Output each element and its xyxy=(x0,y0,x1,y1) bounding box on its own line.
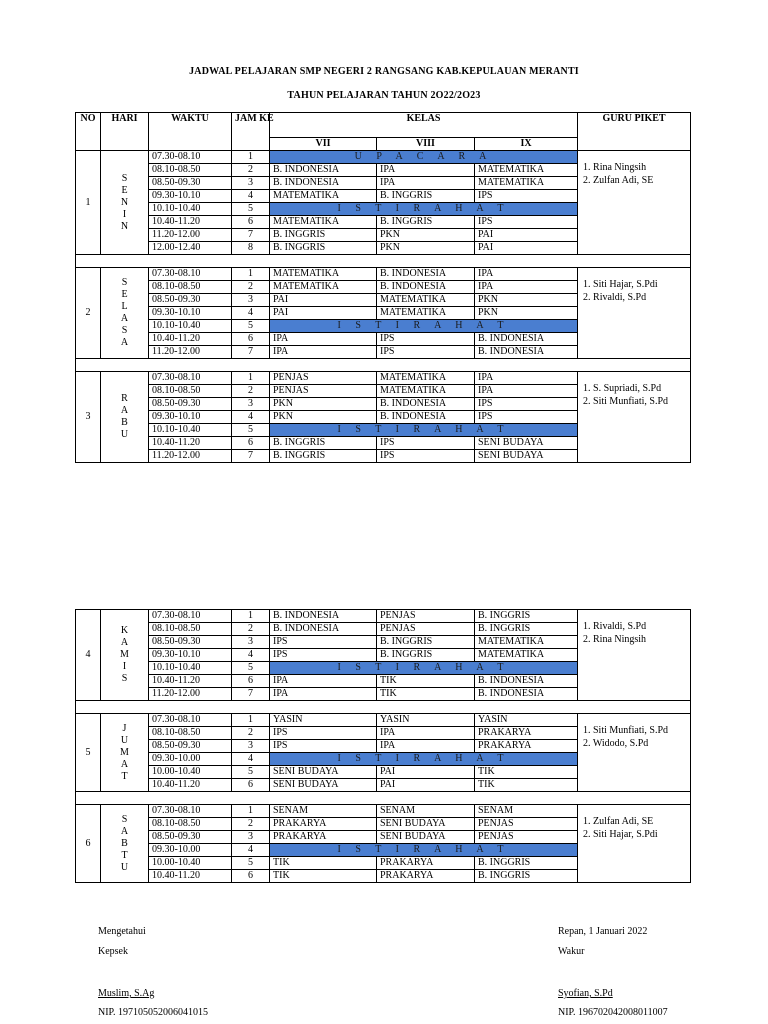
subject-ix: IPS xyxy=(475,411,578,424)
duty-teacher: 2. Rivaldi, S.Pd xyxy=(583,292,647,303)
duty-teachers xyxy=(578,151,691,255)
time-cell: 07.30-08.10 xyxy=(149,610,232,623)
day-name xyxy=(101,372,149,463)
subject-ix: B. INDONESIA xyxy=(475,346,578,359)
subject-ix: PRAKARYA xyxy=(475,740,578,753)
time-cell: 09.30-10.10 xyxy=(149,411,232,424)
day-name xyxy=(101,714,149,792)
day-letter: S xyxy=(121,673,128,684)
time-cell: 07.30-08.10 xyxy=(149,714,232,727)
subject-viii: PAI xyxy=(377,779,475,792)
period-cell: 6 xyxy=(232,333,270,346)
period-cell: 4 xyxy=(232,844,270,857)
period-cell: 6 xyxy=(232,779,270,792)
subject-viii: MATEMATIKA xyxy=(377,372,475,385)
period-cell: 6 xyxy=(232,675,270,688)
day-letter: U xyxy=(120,734,129,746)
time-cell: 08.50-09.30 xyxy=(149,177,232,190)
day-letter: K xyxy=(120,625,129,636)
subject-vii: PENJAS xyxy=(270,372,377,385)
period-cell: 2 xyxy=(232,818,270,831)
duty-teachers xyxy=(578,805,691,883)
day-number: 2 xyxy=(76,268,101,359)
time-cell: 10.40-11.20 xyxy=(149,216,232,229)
subject-vii: IPA xyxy=(270,688,377,701)
subject-ix: IPS xyxy=(475,398,578,411)
subject-vii: B. INGGRIS xyxy=(270,450,377,463)
time-cell: 11.20-12.00 xyxy=(149,346,232,359)
subject-vii: TIK xyxy=(270,857,377,870)
subject-ix: MATEMATIKA xyxy=(475,636,578,649)
event-banner: I S T I R A H A T xyxy=(270,203,578,216)
time-cell: 11.20-12.00 xyxy=(149,229,232,242)
subject-vii: MATEMATIKA xyxy=(270,268,377,281)
subject-ix: B. INGGRIS xyxy=(475,610,578,623)
day-letter: S xyxy=(121,277,128,288)
subject-ix: SENI BUDAYA xyxy=(475,437,578,450)
time-cell: 11.20-12.00 xyxy=(149,450,232,463)
subject-vii: B. INDONESIA xyxy=(270,177,377,190)
period-cell: 5 xyxy=(232,766,270,779)
subject-viii: MATEMATIKA xyxy=(377,385,475,398)
subject-viii: B. INGGRIS xyxy=(377,216,475,229)
subject-viii: TIK xyxy=(377,675,475,688)
period-cell: 7 xyxy=(232,688,270,701)
period-cell: 3 xyxy=(232,294,270,307)
subject-vii: MATEMATIKA xyxy=(270,190,377,203)
period-cell: 7 xyxy=(232,346,270,359)
subject-ix: PKN xyxy=(475,307,578,320)
period-cell: 4 xyxy=(232,411,270,424)
place-date: Repan, 1 Januari 2022 xyxy=(558,926,648,937)
duty-teacher: 2. Widodo, S.Pd xyxy=(583,738,649,749)
subject-viii: B. INDONESIA xyxy=(377,268,475,281)
document-subtitle: TAHUN PELAJARAN TAHUN 2O22/2O23 xyxy=(287,90,481,101)
time-cell: 08.10-08.50 xyxy=(149,623,232,636)
subject-vii: IPA xyxy=(270,333,377,346)
period-cell: 6 xyxy=(232,216,270,229)
period-cell: 1 xyxy=(232,805,270,818)
time-cell: 10.40-11.20 xyxy=(149,437,232,450)
period-cell: 3 xyxy=(232,398,270,411)
day-letter: I xyxy=(122,208,127,220)
event-banner: I S T I R A H A T xyxy=(270,844,578,857)
day-letter: U xyxy=(120,861,129,873)
schedule-row xyxy=(76,610,691,623)
header-waktu: WAKTU xyxy=(149,113,232,151)
event-banner: I S T I R A H A T xyxy=(270,320,578,333)
subject-viii: IPA xyxy=(377,740,475,753)
subject-ix: IPA xyxy=(475,281,578,294)
period-cell: 5 xyxy=(232,857,270,870)
vice-principal-name: Syofian, S.Pd xyxy=(558,988,613,999)
time-cell: 10.00-10.40 xyxy=(149,766,232,779)
day-letter: E xyxy=(121,184,128,196)
day-letter: B xyxy=(121,837,128,849)
day-letter: T xyxy=(121,770,128,782)
period-cell: 6 xyxy=(232,437,270,450)
duty-teacher: 2. Siti Munfiati, S.Pd xyxy=(583,396,669,407)
subject-ix: B. INDONESIA xyxy=(475,688,578,701)
day-letter: T xyxy=(121,849,128,861)
subject-vii: B. INDONESIA xyxy=(270,623,377,636)
duty-teachers xyxy=(578,372,691,463)
period-cell: 4 xyxy=(232,190,270,203)
duty-teachers xyxy=(578,610,691,701)
time-cell: 09.30-10.10 xyxy=(149,190,232,203)
subject-ix: IPA xyxy=(475,372,578,385)
subject-viii: B. INDONESIA xyxy=(377,411,475,424)
subject-vii: SENI BUDAYA xyxy=(270,779,377,792)
period-cell: 1 xyxy=(232,151,270,164)
subject-viii: PRAKARYA xyxy=(377,857,475,870)
header-hari: HARI xyxy=(101,113,149,151)
time-cell: 07.30-08.10 xyxy=(149,805,232,818)
period-cell: 5 xyxy=(232,662,270,675)
period-cell: 3 xyxy=(232,177,270,190)
day-name xyxy=(101,151,149,255)
day-letter: A xyxy=(120,337,129,348)
subject-viii: B. INGGRIS xyxy=(377,649,475,662)
schedule-table-page1 xyxy=(75,112,691,463)
period-cell: 5 xyxy=(232,320,270,333)
duty-teacher: 1. Rivaldi, S.Pd xyxy=(583,621,647,632)
subject-vii: IPS xyxy=(270,636,377,649)
schedule-row xyxy=(76,714,691,727)
subject-viii: MATEMATIKA xyxy=(377,307,475,320)
subject-ix: PAI xyxy=(475,229,578,242)
subject-viii: B. INGGRIS xyxy=(377,636,475,649)
subject-vii: IPA xyxy=(270,675,377,688)
time-cell: 08.10-08.50 xyxy=(149,385,232,398)
day-letter: A xyxy=(120,758,129,770)
subject-viii: PKN xyxy=(377,242,475,255)
event-banner: I S T I R A H A T xyxy=(270,424,578,437)
subject-ix: PRAKARYA xyxy=(475,727,578,740)
subject-ix: B. INDONESIA xyxy=(475,333,578,346)
time-cell: 11.20-12.00 xyxy=(149,688,232,701)
subject-viii: SENI BUDAYA xyxy=(377,831,475,844)
day-name xyxy=(101,805,149,883)
subject-viii: B. INDONESIA xyxy=(377,398,475,411)
duty-teacher: 1. Siti Munfiati, S.Pd xyxy=(583,725,669,736)
time-cell: 07.30-08.10 xyxy=(149,268,232,281)
day-letter: A xyxy=(120,405,129,416)
day-letter: A xyxy=(120,637,129,648)
subject-viii: IPA xyxy=(377,177,475,190)
document-title: JADWAL PELAJARAN SMP NEGERI 2 RANGSANG KAB.KEPULAUAN MERANTI xyxy=(189,66,579,77)
day-letter: I xyxy=(122,661,127,672)
header-kelas: KELAS xyxy=(270,113,578,138)
subject-vii: B. INDONESIA xyxy=(270,164,377,177)
period-cell: 4 xyxy=(232,649,270,662)
time-cell: 10.40-11.20 xyxy=(149,333,232,346)
duty-teacher: 2. Siti Hajar, S.Pdi xyxy=(583,829,658,840)
headmaster-role: Kepsek xyxy=(98,946,128,957)
subject-viii: IPA xyxy=(377,727,475,740)
header-class-vii: VII xyxy=(270,138,377,151)
day-letter: A xyxy=(120,313,129,324)
schedule-table-page2 xyxy=(75,609,691,883)
period-cell: 5 xyxy=(232,203,270,216)
subject-vii: PAI xyxy=(270,294,377,307)
day-separator xyxy=(76,255,691,268)
vice-principal-role: Wakur xyxy=(558,946,585,957)
period-cell: 2 xyxy=(232,727,270,740)
day-letter: M xyxy=(120,746,129,758)
subject-viii: PENJAS xyxy=(377,610,475,623)
time-cell: 08.10-08.50 xyxy=(149,164,232,177)
subject-ix: PKN xyxy=(475,294,578,307)
day-letter: S xyxy=(121,325,128,336)
subject-ix: SENAM xyxy=(475,805,578,818)
subject-viii: B. INDONESIA xyxy=(377,281,475,294)
subject-viii: IPS xyxy=(377,333,475,346)
time-cell: 10.10-10.40 xyxy=(149,662,232,675)
day-letter: B xyxy=(121,417,128,428)
separator-cell xyxy=(76,359,691,372)
subject-ix: TIK xyxy=(475,766,578,779)
subject-vii: IPA xyxy=(270,346,377,359)
subject-vii: B. INDONESIA xyxy=(270,610,377,623)
subject-ix: SENI BUDAYA xyxy=(475,450,578,463)
subject-ix: B. INGGRIS xyxy=(475,857,578,870)
time-cell: 10.40-11.20 xyxy=(149,779,232,792)
day-letter: L xyxy=(121,301,128,312)
subject-vii: IPS xyxy=(270,740,377,753)
subject-vii: MATEMATIKA xyxy=(270,281,377,294)
subject-viii: PENJAS xyxy=(377,623,475,636)
period-cell: 4 xyxy=(232,307,270,320)
subject-vii: PKN xyxy=(270,398,377,411)
period-cell: 3 xyxy=(232,740,270,753)
duty-teacher: 1. Siti Hajar, S.Pdi xyxy=(583,279,658,290)
subject-viii: IPS xyxy=(377,437,475,450)
subject-viii: PKN xyxy=(377,229,475,242)
time-cell: 08.50-09.30 xyxy=(149,636,232,649)
period-cell: 6 xyxy=(232,870,270,883)
separator-cell xyxy=(76,701,691,714)
duty-teacher: 2. Zulfan Adi, SE xyxy=(583,175,654,186)
subject-ix: PAI xyxy=(475,242,578,255)
subject-ix: IPA xyxy=(475,268,578,281)
subject-viii: YASIN xyxy=(377,714,475,727)
headmaster-nip: NIP. 197105052006041015 xyxy=(98,1007,209,1018)
time-cell: 07.30-08.10 xyxy=(149,372,232,385)
duty-teachers xyxy=(578,268,691,359)
time-cell: 08.10-08.50 xyxy=(149,281,232,294)
period-cell: 2 xyxy=(232,385,270,398)
day-letter: J xyxy=(122,722,127,734)
footer-label: Mengetahui xyxy=(98,926,146,937)
subject-viii: IPA xyxy=(377,164,475,177)
subject-vii: TIK xyxy=(270,870,377,883)
subject-ix: IPS xyxy=(475,216,578,229)
period-cell: 7 xyxy=(232,229,270,242)
time-cell: 08.10-08.50 xyxy=(149,818,232,831)
header-guru-piket: GURU PIKET xyxy=(578,113,691,151)
subject-vii: MATEMATIKA xyxy=(270,216,377,229)
day-letter: R xyxy=(121,393,128,404)
day-number: 4 xyxy=(76,610,101,701)
subject-viii: IPS xyxy=(377,346,475,359)
day-name xyxy=(101,268,149,359)
subject-vii: B. INGGRIS xyxy=(270,437,377,450)
subject-vii: B. INGGRIS xyxy=(270,242,377,255)
subject-viii: PRAKARYA xyxy=(377,870,475,883)
subject-ix: TIK xyxy=(475,779,578,792)
duty-teacher: 1. Rina Ningsih xyxy=(583,162,647,173)
subject-vii: PRAKARYA xyxy=(270,831,377,844)
subject-ix: PENJAS xyxy=(475,831,578,844)
header-no: NO xyxy=(76,113,101,151)
subject-vii: YASIN xyxy=(270,714,377,727)
period-cell: 3 xyxy=(232,831,270,844)
subject-ix: MATEMATIKA xyxy=(475,164,578,177)
schedule-row xyxy=(76,268,691,281)
time-cell: 10.40-11.20 xyxy=(149,870,232,883)
subject-ix: MATEMATIKA xyxy=(475,177,578,190)
subject-ix: IPA xyxy=(475,385,578,398)
period-cell: 2 xyxy=(232,623,270,636)
period-cell: 1 xyxy=(232,714,270,727)
day-separator xyxy=(76,792,691,805)
time-cell: 10.10-10.40 xyxy=(149,320,232,333)
subject-vii: IPS xyxy=(270,727,377,740)
day-letter: U xyxy=(120,429,129,440)
subject-viii: B. INGGRIS xyxy=(377,190,475,203)
subject-viii: MATEMATIKA xyxy=(377,294,475,307)
subject-vii: B. INGGRIS xyxy=(270,229,377,242)
subject-ix: PENJAS xyxy=(475,818,578,831)
event-banner: I S T I R A H A T xyxy=(270,662,578,675)
time-cell: 10.10-10.40 xyxy=(149,203,232,216)
subject-viii: PAI xyxy=(377,766,475,779)
time-cell: 09.30-10.10 xyxy=(149,649,232,662)
vice-principal-nip: NIP. 196702042008011007 xyxy=(558,1007,668,1018)
time-cell: 10.10-10.40 xyxy=(149,424,232,437)
day-separator xyxy=(76,701,691,714)
day-letter: M xyxy=(120,649,129,660)
subject-vii: PRAKARYA xyxy=(270,818,377,831)
day-letter: A xyxy=(120,825,129,837)
time-cell: 08.10-08.50 xyxy=(149,727,232,740)
subject-ix: B. INDONESIA xyxy=(475,675,578,688)
day-name xyxy=(101,610,149,701)
day-number: 3 xyxy=(76,372,101,463)
header-jam-ke: JAM KE xyxy=(232,113,270,151)
period-cell: 1 xyxy=(232,268,270,281)
subject-viii: IPS xyxy=(377,450,475,463)
event-banner: I S T I R A H A T xyxy=(270,753,578,766)
header-class-ix: IX xyxy=(475,138,578,151)
separator-cell xyxy=(76,255,691,268)
time-cell: 08.50-09.30 xyxy=(149,294,232,307)
period-cell: 7 xyxy=(232,450,270,463)
day-letter: N xyxy=(120,220,129,232)
period-cell: 3 xyxy=(232,636,270,649)
duty-teacher: 1. S. Supriadi, S.Pd xyxy=(583,383,662,394)
subject-vii: PENJAS xyxy=(270,385,377,398)
day-separator xyxy=(76,359,691,372)
period-cell: 2 xyxy=(232,164,270,177)
time-cell: 10.00-10.40 xyxy=(149,857,232,870)
time-cell: 09.30-10.00 xyxy=(149,844,232,857)
time-cell: 08.50-09.30 xyxy=(149,740,232,753)
subject-ix: B. INGGRIS xyxy=(475,870,578,883)
day-letter: S xyxy=(121,813,128,825)
day-number: 5 xyxy=(76,714,101,792)
subject-vii: IPS xyxy=(270,649,377,662)
day-number: 6 xyxy=(76,805,101,883)
subject-vii: PKN xyxy=(270,411,377,424)
schedule-row xyxy=(76,805,691,818)
subject-vii: SENAM xyxy=(270,805,377,818)
day-number: 1 xyxy=(76,151,101,255)
time-cell: 08.50-09.30 xyxy=(149,831,232,844)
subject-ix: MATEMATIKA xyxy=(475,649,578,662)
subject-viii: TIK xyxy=(377,688,475,701)
header-class-viii: VIII xyxy=(377,138,475,151)
subject-vii: PAI xyxy=(270,307,377,320)
event-banner: U P A C A R A xyxy=(270,151,578,164)
period-cell: 1 xyxy=(232,610,270,623)
subject-viii: SENI BUDAYA xyxy=(377,818,475,831)
schedule-row xyxy=(76,372,691,385)
day-letter: E xyxy=(121,289,128,300)
time-cell: 07.30-08.10 xyxy=(149,151,232,164)
day-letter: S xyxy=(121,172,128,184)
subject-ix: B. INGGRIS xyxy=(475,623,578,636)
period-cell: 2 xyxy=(232,281,270,294)
subject-viii: SENAM xyxy=(377,805,475,818)
headmaster-name: Muslim, S.Ag xyxy=(98,988,155,999)
schedule-row xyxy=(76,151,691,164)
duty-teacher: 2. Rina Ningsih xyxy=(583,634,647,645)
separator-cell xyxy=(76,792,691,805)
time-cell: 10.40-11.20 xyxy=(149,675,232,688)
time-cell: 09.30-10.10 xyxy=(149,307,232,320)
period-cell: 1 xyxy=(232,372,270,385)
subject-vii: SENI BUDAYA xyxy=(270,766,377,779)
day-letter: N xyxy=(120,196,129,208)
period-cell: 4 xyxy=(232,753,270,766)
subject-ix: IPS xyxy=(475,190,578,203)
period-cell: 8 xyxy=(232,242,270,255)
time-cell: 09.30-10.00 xyxy=(149,753,232,766)
subject-ix: YASIN xyxy=(475,714,578,727)
time-cell: 08.50-09.30 xyxy=(149,398,232,411)
duty-teachers xyxy=(578,714,691,792)
duty-teacher: 1. Zulfan Adi, SE xyxy=(583,816,654,827)
period-cell: 5 xyxy=(232,424,270,437)
time-cell: 12.00-12.40 xyxy=(149,242,232,255)
